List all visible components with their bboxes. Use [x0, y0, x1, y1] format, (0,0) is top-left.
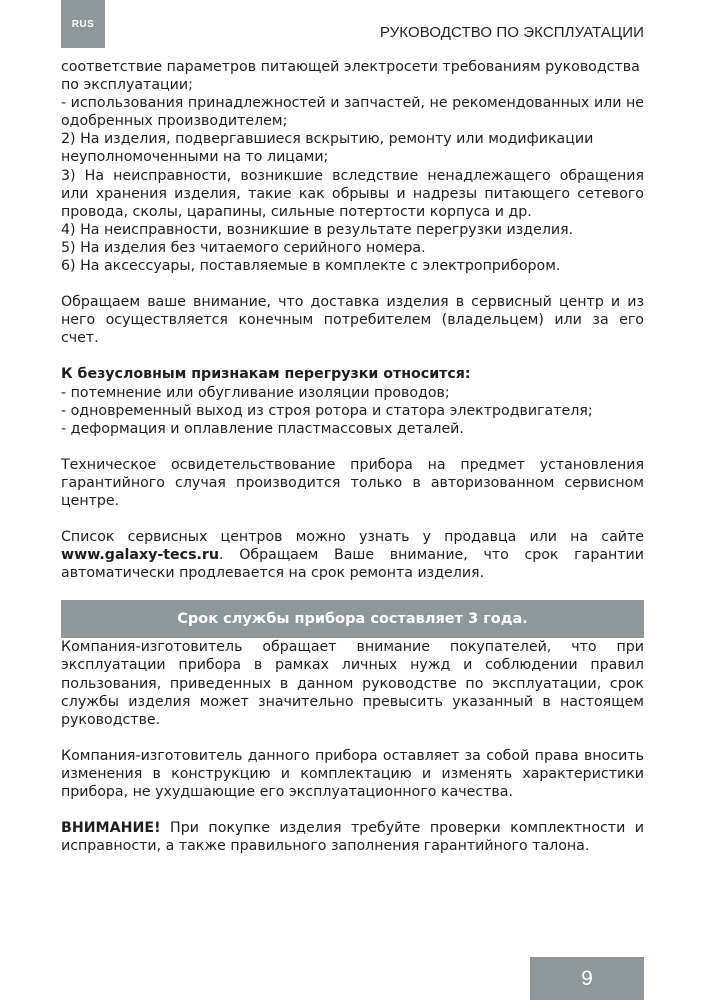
overload-item: - деформация и оплавление пластмассовых деталей.	[61, 420, 464, 437]
page-content	[61, 58, 644, 855]
running-header-title: РУКОВОДСТВО ПО ЭКСПЛУАТАЦИИ	[379, 24, 644, 41]
website-link[interactable]: www.galaxy-tecs.ru	[61, 547, 220, 564]
overload-heading: К безусловным признакам перегрузки относится:	[61, 366, 471, 383]
inspection-paragraph: Техническое освидетельствование прибора на предмет установления гарантийного случая производится только в авторизованном сервисном центре.	[61, 456, 644, 509]
overload-item: - одновременный выход из строя ротора и статора электродвигателя;	[61, 402, 593, 419]
list-item: 2) На изделия, подвергавшиеся вскрытию, ремонту или модификации неуполномоченными на то лицами;	[61, 131, 594, 166]
manufacturer-rights-paragraph: Компания-изготовитель данного прибора оставляет за собой права вносить изменения в конструкцию и комплектацию и изменять характеристики прибора, не ухудшающие его эксплуатационного качества.	[61, 747, 644, 800]
list-item: соответствие параметров питающей электросети требованиям руководства по эксплуатации;	[61, 59, 640, 94]
manufacturer-paragraph: Компания-изготовитель обращает внимание покупателей, что при эксплуатации прибора в рамках личных нужд и соблюдении правил пользования, приведенных в данном руководстве по эксплуатации, срок службы изделия может значительно превысить указанный в настоящем руководстве.	[61, 639, 644, 728]
list-item: - использования принадлежностей и запчастей, не рекомендованных или не одобренных производителем;	[61, 95, 644, 130]
service-centers-paragraph: Список сервисных центров можно узнать у продавца или на сайте www.galaxy-tecs.ru. Обращаем Ваше внимание, что срок гарантии автоматически продлевается на срок ремонта изделия.	[61, 529, 644, 582]
page-number: 9	[530, 957, 644, 1000]
attention-paragraph: ВНИМАНИЕ! При покупке изделия требуйте проверки комплектности и исправности, а также правильного заполнения гарантийного талона.	[61, 820, 644, 855]
list-item: 4) На неисправности, возникшие в результате перегрузки изделия.	[61, 221, 574, 238]
delivery-paragraph: Обращаем ваше внимание, что доставка изделия в сервисный центр и из него осуществляется конечным потребителем (владельцем) или за его счет.	[61, 294, 644, 347]
list-item: 3) На неисправности, возникшие вследствие ненадлежащего обращения или хранения изделия, такие как обрывы и надрезы питающего сетевого провода, сколы, царапины, сильные потертости корпуса и др.	[61, 167, 644, 220]
language-tab: RUS	[61, 0, 105, 48]
overload-item: - потемнение или обугливание изоляции проводов;	[61, 384, 450, 401]
attention-label: ВНИМАНИЕ!	[61, 820, 161, 837]
service-life-banner: Срок службы прибора составляет 3 года.	[61, 600, 644, 638]
list-item: 5) На изделия без читаемого серийного номера.	[61, 239, 426, 256]
list-item: 6) На аксессуары, поставляемые в комплекте с электроприбором.	[61, 258, 561, 275]
